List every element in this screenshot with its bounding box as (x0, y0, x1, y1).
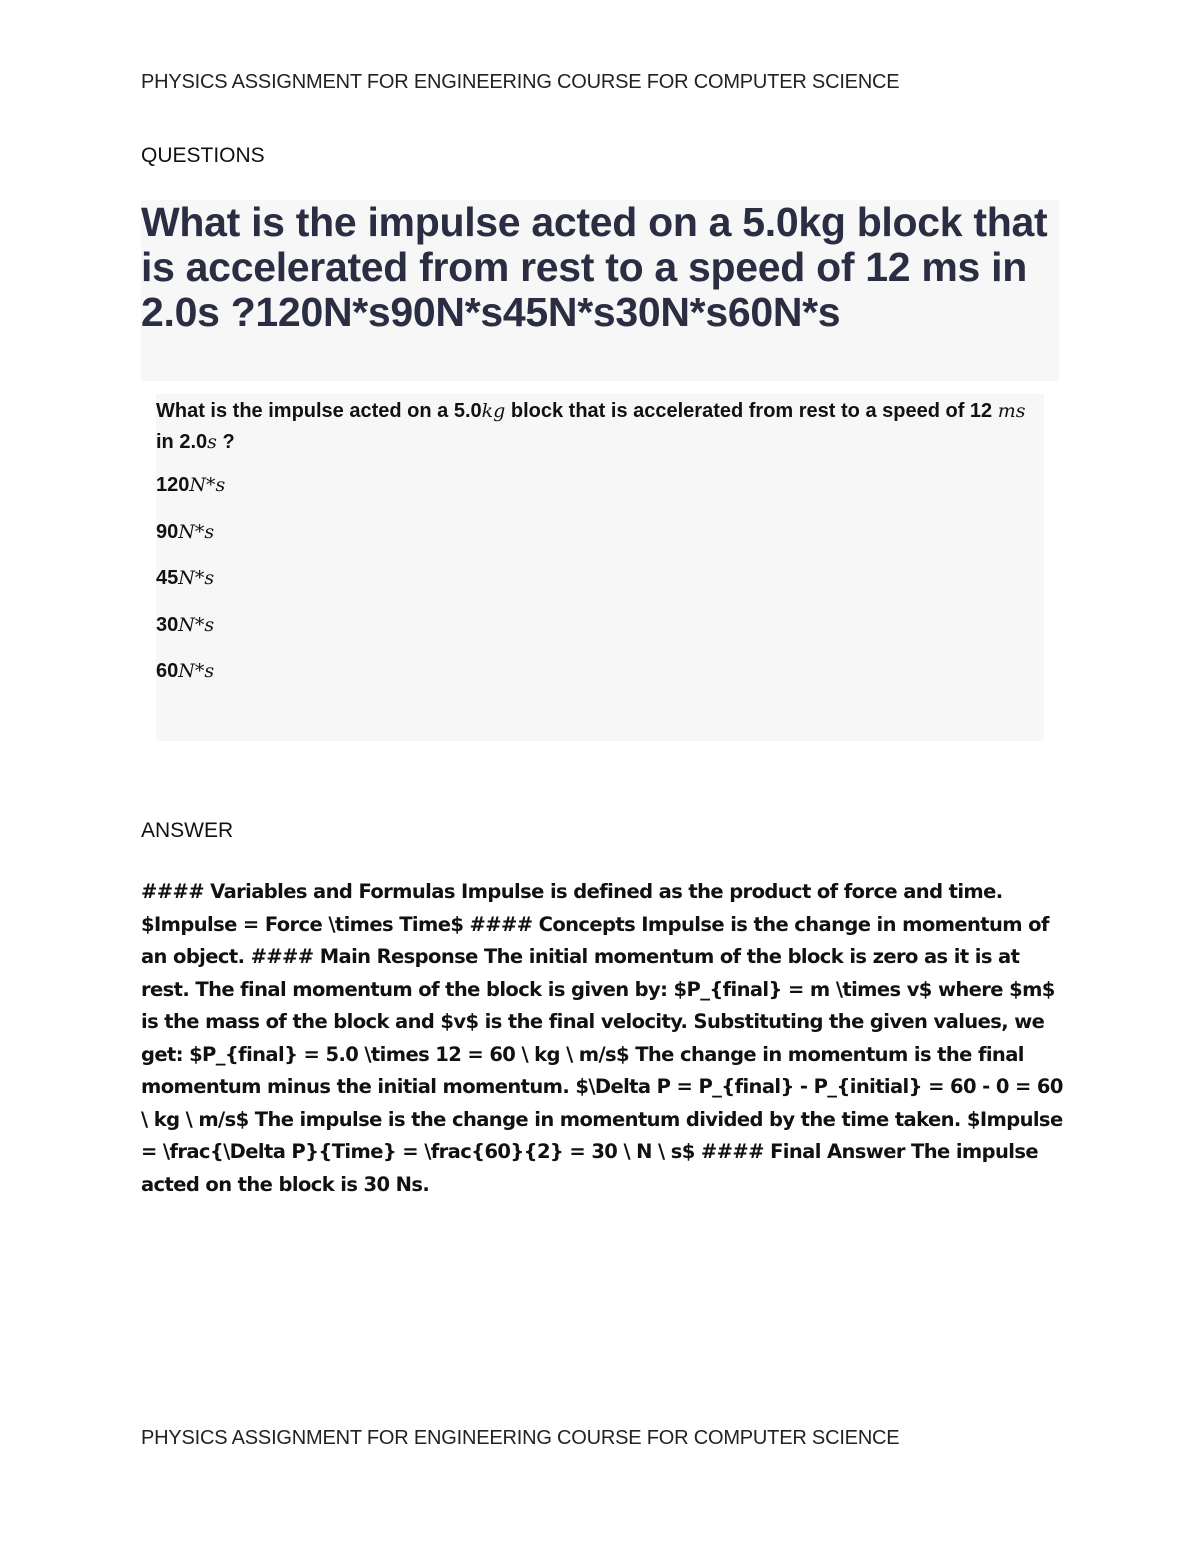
option-value: 30 (156, 613, 179, 636)
option-45[interactable] (156, 566, 1044, 613)
option-60[interactable] (156, 659, 1044, 706)
option-unit: N*s (178, 660, 215, 682)
answer-body: #### Variables and Formulas Impulse is defined as the product of force and time. $Impulse = Force \times Time$ #### Concepts Impulse is the change in momentum of an object. #### Main Response The initial momentum of the block is zero as it is at rest. The final momentum of the block is given by: $P_{final} = m \times v$ where $m$ is the mass of the block and $v$ is the final velocity. Substituting the given values, we get: $P_{final} = 5.0 \times 12 = 60 \ kg \ m/s$ The change in momentum is the final momentum minus the initial momentum. $\Delta P = P_{final} - P_{initial} = 60 - 0 = 60 \ kg \ m/s$ The impulse is the change in momentum divided by the time taken. $Impulse = \frac{\Delta P}{Time} = \frac{60}{2} = 30 \ N \ s$ #### Final Answer The impulse acted on the block is 30 Ns. (141, 880, 1063, 1196)
answer-options (156, 473, 1044, 706)
option-90[interactable] (156, 520, 1044, 567)
question-card (156, 394, 1044, 741)
option-120[interactable] (156, 473, 1044, 520)
question-title-block (141, 200, 1059, 381)
answer-heading: ANSWER (141, 819, 234, 842)
option-value: 90 (156, 520, 179, 543)
page-header: PHYSICS ASSIGNMENT FOR ENGINEERING COURSE FOR COMPUTER SCIENCE (141, 71, 900, 93)
option-30[interactable] (156, 613, 1044, 660)
option-value: 60 (156, 660, 179, 682)
page-footer: PHYSICS ASSIGNMENT FOR ENGINEERING COURSE FOR COMPUTER SCIENCE (141, 1427, 900, 1449)
questions-heading: QUESTIONS (141, 144, 265, 167)
question-prompt (156, 394, 1044, 458)
option-unit: N*s (189, 474, 226, 496)
option-unit: N*s (178, 613, 215, 636)
prompt-text-4: ? (216, 431, 235, 453)
question-title: What is the impulse acted on a 5.0kg block that is accelerated from rest to a speed of 12 ms in 2.0s ?120N*s90N*s45N*s30N*s60N*s (141, 199, 1048, 335)
option-value: 120 (156, 474, 190, 496)
prompt-text-1: What is the impulse acted on a 5.0 (156, 400, 482, 422)
unit-mass: kg (481, 400, 506, 422)
option-value: 45 (156, 567, 179, 589)
option-unit: N*s (178, 567, 215, 589)
prompt-text-2: block that is accelerated from rest to a speed of 12 (505, 400, 998, 422)
option-unit: N*s (178, 520, 215, 543)
unit-speed: ms (997, 400, 1026, 422)
unit-time: s (207, 431, 217, 453)
prompt-text-3: in 2.0 (156, 431, 208, 453)
